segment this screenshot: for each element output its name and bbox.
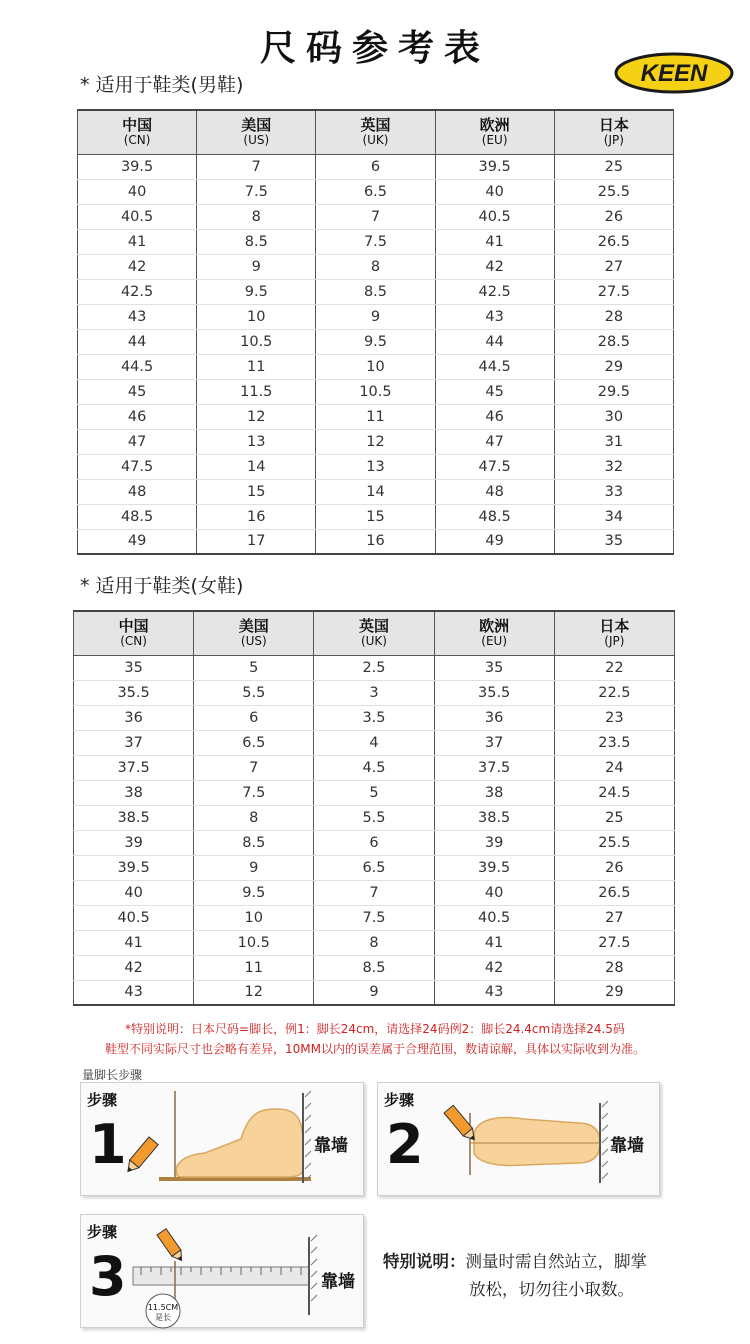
table-cell: 3 [314,680,434,705]
table-cell: 29.5 [554,379,673,404]
table-cell: 35.5 [74,680,194,705]
keen-logo [614,52,734,94]
table-cell: 7 [314,880,434,905]
table-cell: 42 [74,955,194,980]
table-row [78,229,674,254]
table-cell: 10 [197,304,316,329]
table-cell: 47 [435,429,554,454]
table-row [78,254,674,279]
table-cell: 2.5 [314,655,434,680]
table-cell: 6.5 [194,730,314,755]
table-cell: 4.5 [314,755,434,780]
table-row [78,154,674,179]
table-cell: 32 [554,454,673,479]
table-cell: 40 [74,880,194,905]
table-row [78,429,674,454]
table-row [74,755,675,780]
header-code: (US) [240,634,267,649]
step-1-panel [80,1082,364,1196]
table-cell: 44.5 [435,354,554,379]
table-row [78,354,674,379]
table-row [74,730,675,755]
table-cell: 35 [74,655,194,680]
table-row [74,880,675,905]
table-cell: 38 [74,780,194,805]
table-row [74,905,675,930]
men-header-jp [554,110,673,154]
table-cell: 7.5 [314,905,434,930]
step-1-wall-label: 靠墙 [314,1136,348,1156]
table-row [78,529,674,554]
table-cell: 41 [434,930,554,955]
table-cell: 42.5 [78,279,197,304]
table-cell: 31 [554,429,673,454]
table-cell: 9.5 [194,880,314,905]
table-cell: 30 [554,404,673,429]
table-cell: 7 [197,154,316,179]
table-cell: 36 [434,705,554,730]
step-3-wall-label: 靠墙 [321,1272,355,1292]
table-row [74,955,675,980]
pencil-icon [157,1229,186,1264]
header-label: 美国 [238,617,269,636]
step-1-tag: 步骤 [87,1091,118,1109]
header-code: (CN) [120,634,147,649]
women-heading: * 适用于鞋类(女鞋) [80,575,244,597]
special-note-line-2: 鞋型不同实际尺寸也会略有差异，10MM以内的误差属于合理范围，数请谅解，具体以实际收到为准。 [105,1042,645,1056]
table-cell: 35 [554,529,673,554]
header-code: (UK) [362,133,389,148]
table-cell: 27 [554,254,673,279]
header-code: (JP) [603,133,624,148]
men-size-table [77,109,674,555]
table-cell: 45 [435,379,554,404]
table-cell: 38 [434,780,554,805]
table-cell: 7.5 [197,179,316,204]
table-cell: 7 [194,755,314,780]
table-cell: 8 [197,204,316,229]
table-cell: 3.5 [314,705,434,730]
table-cell: 37 [434,730,554,755]
table-cell: 13 [316,454,435,479]
women-header-us [194,611,314,655]
header-label: 英国 [358,617,389,636]
table-cell: 40.5 [435,204,554,229]
table-cell: 10.5 [194,930,314,955]
table-cell: 48 [78,479,197,504]
table-cell: 42.5 [435,279,554,304]
table-cell: 34 [554,504,673,529]
header-label: 欧洲 [479,116,510,135]
table-cell: 25.5 [554,830,674,855]
table-cell: 24.5 [554,780,674,805]
table-cell: 39.5 [434,855,554,880]
table-cell: 13 [197,429,316,454]
table-row [74,930,675,955]
table-cell: 6 [314,830,434,855]
step-3-number: 3 [89,1245,127,1308]
table-row [74,780,675,805]
table-cell: 39 [74,830,194,855]
men-heading: * 适用于鞋类(男鞋) [80,74,244,96]
table-cell: 6 [194,705,314,730]
men-header-eu [435,110,554,154]
table-cell: 11 [316,404,435,429]
table-row [74,655,675,680]
special-label: 特别说明： [383,1252,466,1271]
table-cell: 8 [194,805,314,830]
special-instruction [383,1248,647,1304]
table-cell: 46 [435,404,554,429]
women-header-uk [314,611,434,655]
table-cell: 40.5 [74,905,194,930]
table-cell: 14 [316,479,435,504]
women-table-body [74,655,675,1005]
table-cell: 49 [435,529,554,554]
table-cell: 49 [78,529,197,554]
table-cell: 12 [197,404,316,429]
table-cell: 27 [554,905,674,930]
table-cell: 9.5 [197,279,316,304]
men-header-us [197,110,316,154]
table-cell: 28.5 [554,329,673,354]
men-header-uk [316,110,435,154]
women-header-row [74,611,675,655]
table-cell: 43 [78,304,197,329]
table-row [78,304,674,329]
table-cell: 15 [316,504,435,529]
table-cell: 7 [316,204,435,229]
table-cell: 9 [316,304,435,329]
table-row [74,805,675,830]
table-cell: 42 [434,955,554,980]
table-cell: 25.5 [554,179,673,204]
table-cell: 6.5 [316,179,435,204]
table-row [78,279,674,304]
table-cell: 39.5 [435,154,554,179]
keen-logo-text: KEEN [640,60,708,87]
table-cell: 44 [435,329,554,354]
step-2-number: 2 [386,1113,424,1176]
table-cell: 27.5 [554,279,673,304]
table-cell: 33 [554,479,673,504]
table-cell: 17 [197,529,316,554]
table-cell: 35.5 [434,680,554,705]
table-cell: 43 [74,980,194,1005]
table-cell: 4 [314,730,434,755]
table-cell: 16 [316,529,435,554]
ruler-note-1: 11.5CM [147,1303,179,1312]
women-size-table [73,610,675,1006]
table-cell: 37.5 [74,755,194,780]
table-cell: 25 [554,154,673,179]
step-3-panel [80,1214,364,1328]
table-cell: 40.5 [78,204,197,229]
header-label: 中国 [122,116,153,135]
table-cell: 39.5 [78,154,197,179]
table-cell: 48 [435,479,554,504]
table-cell: 40 [434,880,554,905]
table-cell: 44 [78,329,197,354]
table-cell: 8.5 [314,955,434,980]
header-label: 日本 [598,116,629,135]
table-cell: 47.5 [78,454,197,479]
ruler-note-2: 是长 [155,1313,171,1322]
table-cell: 25 [554,805,674,830]
table-cell: 29 [554,980,674,1005]
table-cell: 8 [316,254,435,279]
table-cell: 12 [316,429,435,454]
table-cell: 41 [74,930,194,955]
table-cell: 9.5 [316,329,435,354]
table-cell: 8.5 [197,229,316,254]
foot-shape [176,1109,303,1177]
table-row [78,204,674,229]
table-cell: 8 [314,930,434,955]
table-cell: 22.5 [554,680,674,705]
table-row [78,504,674,529]
table-cell: 14 [197,454,316,479]
header-code: (JP) [604,634,625,649]
table-cell: 26.5 [554,880,674,905]
table-cell: 29 [554,354,673,379]
table-cell: 9 [197,254,316,279]
table-cell: 44.5 [78,354,197,379]
table-cell: 8.5 [316,279,435,304]
table-cell: 42 [435,254,554,279]
table-cell: 41 [78,229,197,254]
table-cell: 26 [554,855,674,880]
header-label: 欧洲 [479,617,510,636]
table-cell: 43 [435,304,554,329]
table-cell: 43 [434,980,554,1005]
table-cell: 23 [554,705,674,730]
table-cell: 35 [434,655,554,680]
table-cell: 38.5 [74,805,194,830]
table-cell: 16 [197,504,316,529]
table-cell: 11.5 [197,379,316,404]
table-cell: 6 [316,154,435,179]
table-cell: 10.5 [316,379,435,404]
table-cell: 10 [316,354,435,379]
table-row [78,454,674,479]
table-cell: 7.5 [194,780,314,805]
table-cell: 45 [78,379,197,404]
women-header-eu [434,611,554,655]
women-header-jp [554,611,674,655]
table-cell: 5 [194,655,314,680]
header-label: 美国 [241,116,272,135]
table-row [78,329,674,354]
table-cell: 39 [434,830,554,855]
special-note-line-1: *特别说明：日本尺码=脚长，例1：脚长24cm，请选择24码例2：脚长24.4cm请选择24.5码 [125,1022,625,1036]
table-cell: 46 [78,404,197,429]
table-cell: 26 [554,204,673,229]
table-cell: 9 [314,980,434,1005]
men-header-row [78,110,674,154]
header-code: (US) [243,133,270,148]
header-label: 日本 [599,617,630,636]
men-header-cn [78,110,197,154]
table-cell: 27.5 [554,930,674,955]
table-cell: 26.5 [554,229,673,254]
step-2-tag: 步骤 [384,1091,415,1109]
header-code: (EU) [481,634,508,649]
table-cell: 47.5 [435,454,554,479]
table-row [78,404,674,429]
table-cell: 41 [435,229,554,254]
special-line-2: 放松，切勿往小取数。 [469,1280,634,1299]
men-table-body [78,154,674,554]
table-row [74,855,675,880]
table-cell: 23.5 [554,730,674,755]
foot-shape [474,1118,600,1166]
table-cell: 40.5 [434,905,554,930]
table-cell: 8.5 [194,830,314,855]
table-cell: 42 [78,254,197,279]
table-cell: 37 [74,730,194,755]
table-cell: 37.5 [434,755,554,780]
table-cell: 40 [435,179,554,204]
table-cell: 40 [78,179,197,204]
header-label: 英国 [360,116,391,135]
table-cell: 9 [194,855,314,880]
table-cell: 12 [194,980,314,1005]
table-cell: 10 [194,905,314,930]
table-cell: 24 [554,755,674,780]
table-cell: 5.5 [314,805,434,830]
step-1-number: 1 [89,1113,127,1176]
table-row [78,479,674,504]
table-cell: 15 [197,479,316,504]
pencil-icon [123,1137,158,1175]
page-title: 尺码参考表 [259,28,490,69]
table-row [74,705,675,730]
table-cell: 5.5 [194,680,314,705]
measure-steps-label: 量脚长步骤 [82,1068,143,1082]
table-cell: 36 [74,705,194,730]
women-header-cn [74,611,194,655]
header-code: (EU) [481,133,508,148]
table-cell: 7.5 [316,229,435,254]
table-row [74,830,675,855]
table-cell: 48.5 [78,504,197,529]
table-cell: 5 [314,780,434,805]
table-row [78,179,674,204]
table-row [78,379,674,404]
header-code: (CN) [123,133,151,148]
table-cell: 6.5 [314,855,434,880]
special-line-1: 测量时需自然站立，脚掌 [465,1252,647,1271]
table-cell: 28 [554,955,674,980]
step-3-tag: 步骤 [87,1223,118,1241]
pencil-icon [444,1105,479,1143]
header-label: 中国 [118,617,149,636]
table-cell: 48.5 [435,504,554,529]
table-row [74,680,675,705]
step-2-panel [377,1082,660,1196]
header-code: (UK) [360,634,387,649]
step-2-wall-label: 靠墙 [610,1136,644,1156]
table-cell: 11 [197,354,316,379]
table-cell: 38.5 [434,805,554,830]
table-cell: 39.5 [74,855,194,880]
table-row [74,980,675,1005]
table-cell: 11 [194,955,314,980]
table-cell: 28 [554,304,673,329]
table-cell: 22 [554,655,674,680]
table-cell: 47 [78,429,197,454]
table-cell: 10.5 [197,329,316,354]
